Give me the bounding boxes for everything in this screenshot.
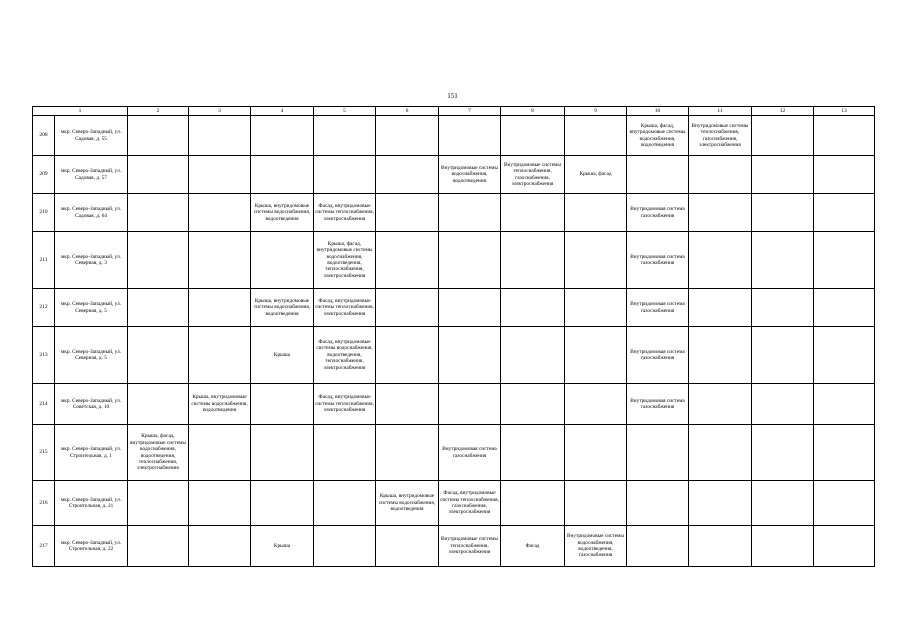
work-cell-col-10 — [627, 425, 689, 481]
work-cell-col-4 — [251, 156, 314, 194]
work-cell-col-11 — [689, 327, 752, 384]
work-cell-col-9 — [565, 327, 627, 384]
work-cell-col-11 — [689, 425, 752, 481]
column-number-10: 10 — [627, 107, 689, 116]
work-cell-col-2 — [128, 194, 189, 232]
row-number: 212 — [33, 289, 55, 327]
work-cell-col-4: Крыша — [251, 327, 314, 384]
address-cell: мкр. Северо-Западный, ул. Строительная, д. 21 — [55, 481, 128, 526]
address-cell: мкр. Северо-Западный, ул. Северная, д. 5 — [55, 289, 128, 327]
work-cell-col-8 — [501, 327, 565, 384]
work-cell-col-8: Фасад — [501, 526, 565, 567]
work-cell-col-7 — [439, 116, 501, 156]
table-header — [33, 107, 875, 116]
work-cell-col-5: Крыша, фасад, внутридомовые системы водоснабжения, водоотведения, теплоснабжения, электроснабжения — [314, 232, 376, 289]
work-cell-col-7 — [439, 194, 501, 232]
column-number-8: 8 — [501, 107, 565, 116]
table-row — [33, 327, 875, 384]
work-cell-col-8 — [501, 289, 565, 327]
work-cell-col-7: Внутридомовые системы теплоснабжения, электроснабжения — [439, 526, 501, 567]
column-number-12: 12 — [752, 107, 814, 116]
work-cell-col-3 — [189, 327, 251, 384]
work-cell-col-13 — [814, 425, 875, 481]
work-cell-col-12 — [752, 327, 814, 384]
work-cell-col-5 — [314, 481, 376, 526]
table-row — [33, 116, 875, 156]
work-cell-col-6 — [376, 327, 439, 384]
work-cell-col-3 — [189, 526, 251, 567]
row-number: 208 — [33, 116, 55, 156]
work-cell-col-13 — [814, 327, 875, 384]
work-cell-col-2: Крыша, фасад, внутридомовые системы водоснабжения, водоотведения, теплоснабжения, электроснабжения — [128, 425, 189, 481]
work-cell-col-6 — [376, 526, 439, 567]
work-cell-col-13 — [814, 481, 875, 526]
column-number-1: 1 — [33, 107, 128, 116]
work-cell-col-6 — [376, 384, 439, 425]
work-cell-col-10 — [627, 481, 689, 526]
work-cell-col-13 — [814, 289, 875, 327]
work-cell-col-5: Фасад, внутридомовые системы теплоснабжения, электроснабжения — [314, 384, 376, 425]
work-cell-col-13 — [814, 526, 875, 567]
work-cell-col-5: Фасад, внутридомовые системы теплоснабжения, электроснабжения — [314, 194, 376, 232]
column-number-11: 11 — [689, 107, 752, 116]
work-cell-col-4: Крыша, внутридомовые системы водоснабжения, водоотведения — [251, 289, 314, 327]
work-cell-col-13 — [814, 116, 875, 156]
work-cell-col-3 — [189, 289, 251, 327]
work-cell-col-8 — [501, 481, 565, 526]
work-cell-col-11 — [689, 156, 752, 194]
work-cell-col-8 — [501, 194, 565, 232]
work-cell-col-10: Внутридомовая система газоснабжения — [627, 289, 689, 327]
work-cell-col-9 — [565, 384, 627, 425]
page-number: 151 — [447, 92, 458, 100]
column-number-5: 5 — [314, 107, 376, 116]
work-cell-col-4 — [251, 116, 314, 156]
work-cell-col-9 — [565, 116, 627, 156]
capital-repair-table — [32, 106, 875, 567]
work-cell-col-11: Внутридомовые системы теплоснабжения, газоснабжения, электроснабжения — [689, 116, 752, 156]
work-cell-col-11 — [689, 526, 752, 567]
work-cell-col-12 — [752, 384, 814, 425]
work-cell-col-5 — [314, 156, 376, 194]
work-cell-col-12 — [752, 232, 814, 289]
work-cell-col-3: Крыша, внутридомовые системы водоснабжения, водоотведения — [189, 384, 251, 425]
work-cell-col-4: Крыша — [251, 526, 314, 567]
work-cell-col-9 — [565, 289, 627, 327]
address-cell: мкр. Северо-Западный, ул. Строительная, д. 22 — [55, 526, 128, 567]
work-cell-col-4 — [251, 384, 314, 425]
table-row — [33, 481, 875, 526]
table-body — [33, 116, 875, 567]
work-cell-col-12 — [752, 194, 814, 232]
column-number-9: 9 — [565, 107, 627, 116]
work-cell-col-3 — [189, 156, 251, 194]
work-cell-col-8 — [501, 116, 565, 156]
work-cell-col-3 — [189, 116, 251, 156]
work-cell-col-7 — [439, 327, 501, 384]
table-row — [33, 194, 875, 232]
work-cell-col-9 — [565, 232, 627, 289]
column-number-7: 7 — [439, 107, 501, 116]
column-number-3: 3 — [189, 107, 251, 116]
work-cell-col-3 — [189, 194, 251, 232]
work-cell-col-6 — [376, 425, 439, 481]
work-cell-col-2 — [128, 327, 189, 384]
work-cell-col-3 — [189, 232, 251, 289]
table-row — [33, 526, 875, 567]
work-cell-col-3 — [189, 481, 251, 526]
table-row — [33, 289, 875, 327]
work-cell-col-4 — [251, 425, 314, 481]
work-cell-col-2 — [128, 289, 189, 327]
work-cell-col-8: Внутридомовые системы теплоснабжения, газоснабжения, электроснабжения — [501, 156, 565, 194]
work-cell-col-13 — [814, 232, 875, 289]
work-cell-col-8 — [501, 384, 565, 425]
work-cell-col-7: Внутридомовая система газоснабжения — [439, 425, 501, 481]
work-cell-col-2 — [128, 116, 189, 156]
work-cell-col-12 — [752, 425, 814, 481]
work-cell-col-11 — [689, 481, 752, 526]
work-cell-col-7 — [439, 289, 501, 327]
work-cell-col-9 — [565, 481, 627, 526]
work-cell-col-2 — [128, 384, 189, 425]
work-cell-col-4 — [251, 481, 314, 526]
work-cell-col-9: Крыша, фасад — [565, 156, 627, 194]
table-row — [33, 232, 875, 289]
work-cell-col-9: Внутридомовые системы водоснабжения, водоотведения, газоснабжения — [565, 526, 627, 567]
work-cell-col-6 — [376, 194, 439, 232]
column-numbers-row — [33, 107, 875, 116]
work-cell-col-13 — [814, 156, 875, 194]
address-cell: мкр. Северо-Западный, ул. Садовая, д. 57 — [55, 156, 128, 194]
work-cell-col-2 — [128, 481, 189, 526]
work-cell-col-7: Внутридомовые системы водоснабжения, водоотведения — [439, 156, 501, 194]
work-cell-col-7: Фасад, внутридомовые системы теплоснабжения, газоснабжения, электроснабжения — [439, 481, 501, 526]
row-number: 216 — [33, 481, 55, 526]
work-cell-col-7 — [439, 384, 501, 425]
work-cell-col-2 — [128, 156, 189, 194]
work-cell-col-2 — [128, 232, 189, 289]
column-number-6: 6 — [376, 107, 439, 116]
work-cell-col-12 — [752, 116, 814, 156]
work-cell-col-10: Внутридомовая система газоснабжения — [627, 232, 689, 289]
work-cell-col-10: Внутридомовая система газоснабжения — [627, 327, 689, 384]
row-number: 217 — [33, 526, 55, 567]
work-cell-col-8 — [501, 425, 565, 481]
work-cell-col-11 — [689, 289, 752, 327]
work-cell-col-10 — [627, 526, 689, 567]
address-cell: мкр. Северо-Западный, ул. Садовая, д. 64 — [55, 194, 128, 232]
work-cell-col-9 — [565, 425, 627, 481]
work-cell-col-6 — [376, 232, 439, 289]
work-cell-col-13 — [814, 194, 875, 232]
work-cell-col-13 — [814, 384, 875, 425]
column-number-2: 2 — [128, 107, 189, 116]
row-number: 213 — [33, 327, 55, 384]
work-cell-col-10 — [627, 156, 689, 194]
work-cell-col-12 — [752, 156, 814, 194]
table-row — [33, 384, 875, 425]
work-cell-col-5: Фасад, внутридомовые системы теплоснабжения, электроснабжения — [314, 289, 376, 327]
row-number: 214 — [33, 384, 55, 425]
table-row — [33, 425, 875, 481]
row-number: 210 — [33, 194, 55, 232]
column-number-13: 13 — [814, 107, 875, 116]
work-cell-col-12 — [752, 526, 814, 567]
work-cell-col-8 — [501, 232, 565, 289]
address-cell: мкр. Северо-Западный, ул. Строительная, д. 1 — [55, 425, 128, 481]
work-cell-col-11 — [689, 384, 752, 425]
work-cell-col-5 — [314, 526, 376, 567]
row-number: 211 — [33, 232, 55, 289]
address-cell: мкр. Северо-Западный, ул. Северная, д. 3 — [55, 232, 128, 289]
work-cell-col-7 — [439, 232, 501, 289]
table-row — [33, 156, 875, 194]
work-cell-col-2 — [128, 526, 189, 567]
work-cell-col-9 — [565, 194, 627, 232]
column-number-4: 4 — [251, 107, 314, 116]
work-cell-col-6 — [376, 289, 439, 327]
work-cell-col-5 — [314, 425, 376, 481]
work-cell-col-11 — [689, 232, 752, 289]
address-cell: мкр. Северо-Западный, ул. Садовая, д. 55 — [55, 116, 128, 156]
address-cell: мкр. Северо-Западный, ул. Советская, д. 10 — [55, 384, 128, 425]
work-cell-col-12 — [752, 289, 814, 327]
work-cell-col-6: Крыша, внутридомовые системы водоснабжения, водоотведения — [376, 481, 439, 526]
work-cell-col-12 — [752, 481, 814, 526]
work-cell-col-4 — [251, 232, 314, 289]
row-number: 209 — [33, 156, 55, 194]
work-cell-col-6 — [376, 156, 439, 194]
work-cell-col-10: Внутридомовая система газоснабжения — [627, 194, 689, 232]
work-cell-col-10: Крыша, фасад, внутридомовые системы водоснабжения, водоотведения — [627, 116, 689, 156]
address-cell: мкр. Северо-Западный, ул. Северная, д. 5 — [55, 327, 128, 384]
row-number: 215 — [33, 425, 55, 481]
work-cell-col-10: Внутридомовая система газоснабжения — [627, 384, 689, 425]
work-cell-col-4: Крыша, внутридомовые системы водоснабжения, водоотведения — [251, 194, 314, 232]
work-cell-col-5: Фасад, внутридомовые системы водоснабжения, водоотведения, теплоснабжения, электроснабжения — [314, 327, 376, 384]
work-cell-col-11 — [689, 194, 752, 232]
work-cell-col-5 — [314, 116, 376, 156]
work-cell-col-3 — [189, 425, 251, 481]
work-cell-col-6 — [376, 116, 439, 156]
